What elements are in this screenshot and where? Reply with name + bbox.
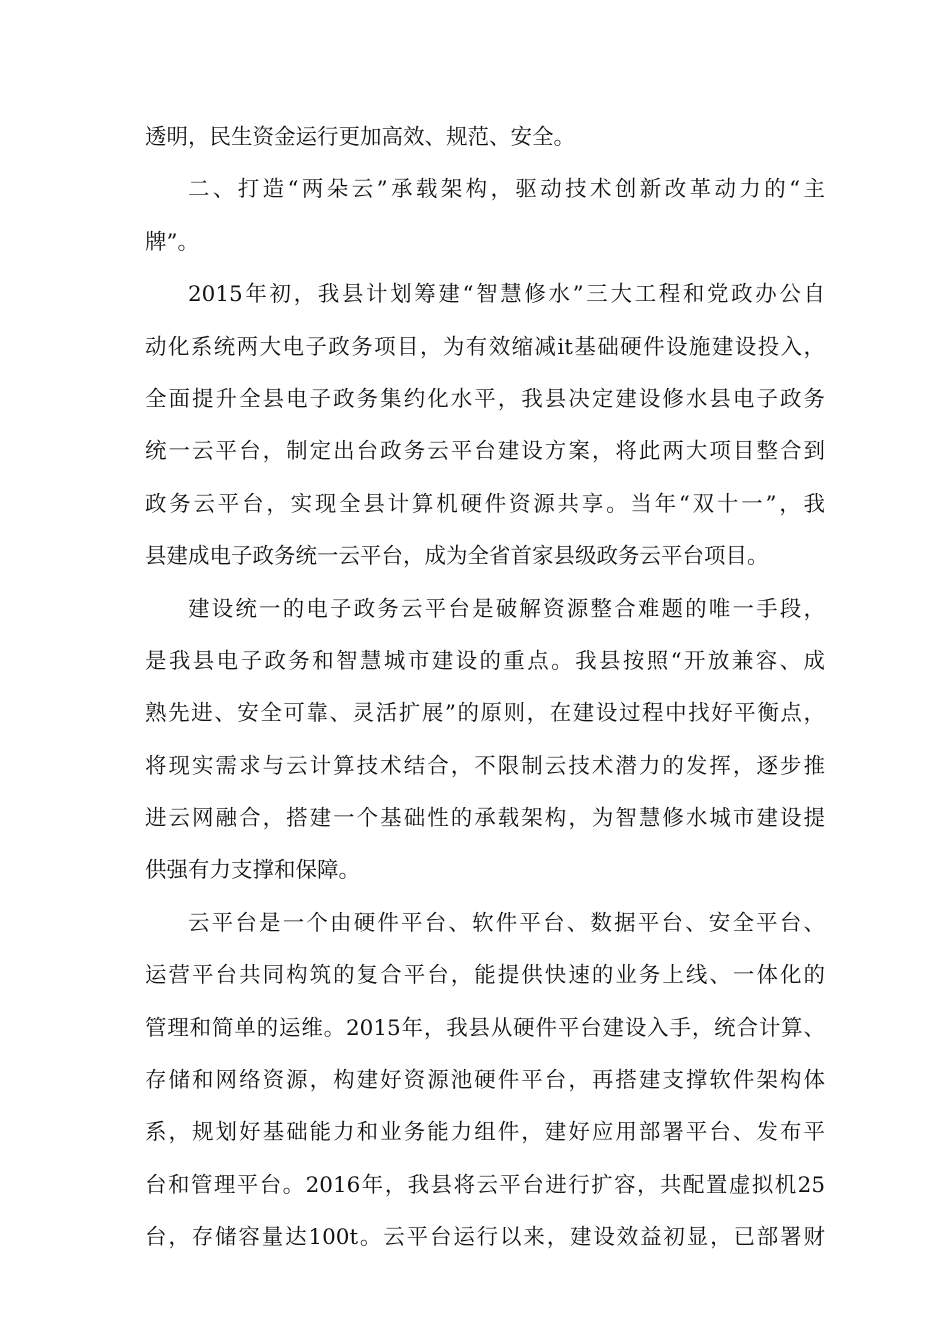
text-line: 将现实需求与云计算技术结合，不限制云技术潜力的发挥，逐步推: [145, 753, 825, 779]
text-line: 透明，民生资金运行更加高效、规范、安全。: [145, 125, 576, 150]
text-line: 动化系统两大电子政务项目，为有效缩减it基础硬件设施建设投入，: [145, 334, 825, 360]
text-line: 台，存储容量达100t。云平台运行以来，建设效益初显，已部署财: [145, 1225, 825, 1251]
text-line: 是我县电子政务和智慧城市建设的重点。我县按照“开放兼容、成: [145, 648, 825, 674]
text-line: 存储和网络资源，构建好资源池硬件平台，再搭建支撑软件架构体: [145, 1068, 825, 1094]
text-line: 供强有力支撑和保障。: [145, 858, 361, 884]
text-line: 县建成电子政务统一云平台，成为全省首家县级政务云平台项目。: [145, 544, 769, 570]
text-line: 台和管理平台。2016年，我县将云平台进行扩容，共配置虚拟机25: [145, 1172, 825, 1198]
section-heading-line: 二、打造“两朵云”承载架构，驱动技术创新改革动力的“主: [188, 177, 825, 203]
text-line: 系，规划好基础能力和业务能力组件，建好应用部署平台、发布平: [145, 1120, 825, 1146]
text-line: 熟先进、安全可靠、灵活扩展”的原则，在建设过程中找好平衡点，: [145, 701, 825, 727]
text-line: 统一云平台，制定出台政务云平台建设方案，将此两大项目整合到: [145, 439, 825, 465]
text-line: 运营平台共同构筑的复合平台，能提供快速的业务上线、一体化的: [145, 963, 825, 989]
text-line: 全面提升全县电子政务集约化水平，我县决定建设修水县电子政务: [145, 386, 825, 412]
text-line: 建设统一的电子政务云平台是破解资源整合难题的唯一手段，: [188, 596, 825, 622]
text-line: 云平台是一个由硬件平台、软件平台、数据平台、安全平台、: [188, 910, 825, 936]
document-body: [145, 118, 825, 1271]
text-line: 管理和简单的运维。2015年，我县从硬件平台建设入手，统合计算、: [145, 1015, 825, 1041]
text-line: 政务云平台，实现全县计算机硬件资源共享。当年“双十一”，我: [145, 491, 825, 517]
text-line: 进云网融合，搭建一个基础性的承载架构，为智慧修水城市建设提: [145, 806, 825, 832]
section-heading-line: 牌”。: [145, 229, 199, 255]
text-line: 2015年初，我县计划筹建“智慧修水”三大工程和党政办公自: [188, 282, 825, 308]
